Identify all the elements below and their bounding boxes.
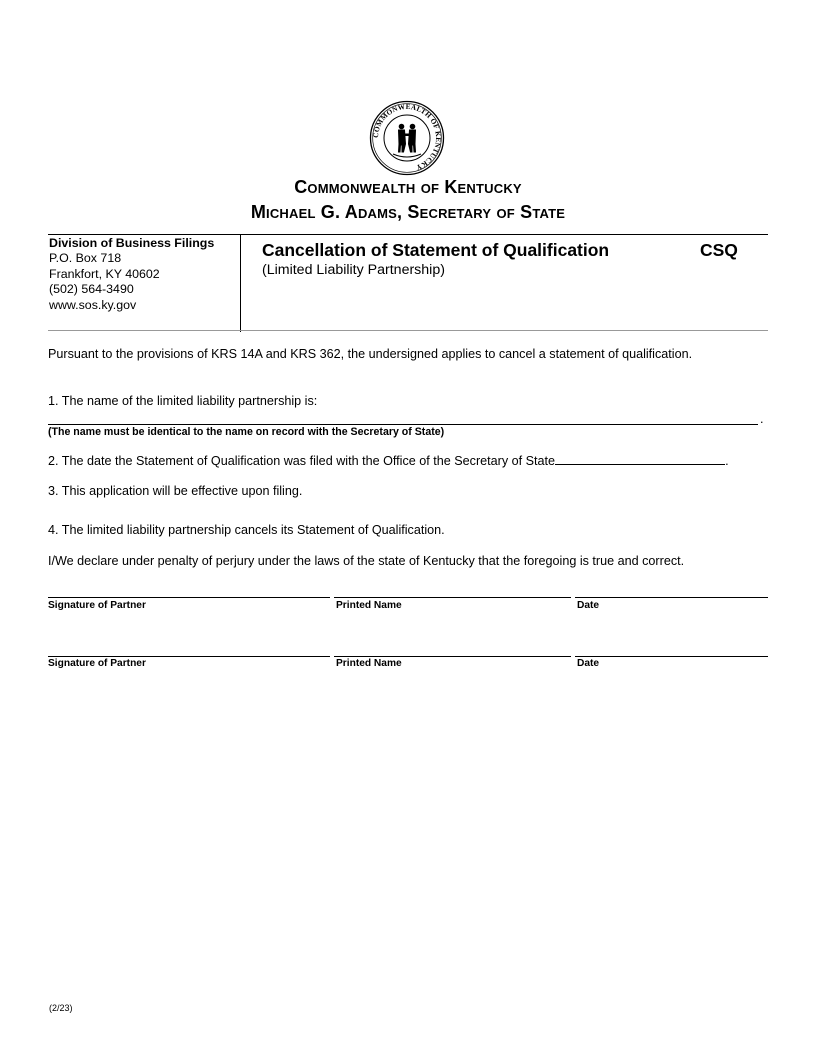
- signature-label-1: Signature of Partner: [48, 600, 146, 611]
- website[interactable]: www.sos.ky.gov: [49, 297, 137, 312]
- item-3-text: 3. This application will be effective upon filing.: [48, 484, 303, 498]
- header-secretary: Michael G. Adams, Secretary of State: [250, 202, 566, 222]
- city-state-zip: Frankfort, KY 40602: [49, 266, 160, 281]
- header-divider: [240, 235, 241, 332]
- item-2-row: [48, 453, 729, 468]
- date-line-2[interactable]: [575, 656, 768, 657]
- revision-date: (2/23): [49, 1003, 73, 1013]
- printed-name-line-2[interactable]: [334, 656, 571, 657]
- header-commonwealth: Commonwealth of Kentucky: [294, 177, 522, 197]
- item-1-text: 1. The name of the limited liability partnership is:: [48, 394, 318, 408]
- signature-line-1[interactable]: [48, 597, 330, 598]
- signature-label-2: Signature of Partner: [48, 658, 146, 669]
- seal-text: COMMONWEALTH OF KENTUCKY: [371, 102, 443, 172]
- division-name: Division of Business Filings: [49, 236, 215, 250]
- phone-number: (502) 564-3490: [49, 282, 134, 297]
- filing-date-period: .: [725, 454, 729, 468]
- po-box: P.O. Box 718: [49, 251, 122, 266]
- kentucky-seal-icon: [369, 100, 445, 176]
- office-address-block: [49, 236, 214, 313]
- printed-name-line-1[interactable]: [334, 597, 571, 598]
- date-label-1: Date: [577, 600, 600, 611]
- form-title: Cancellation of Statement of Qualification: [262, 240, 610, 260]
- filing-date-field[interactable]: [555, 453, 725, 465]
- intro-text: Pursuant to the provisions of KRS 14A and KRS 362, the undersigned applies to cancel a statement of qualification.: [48, 347, 693, 361]
- header-bottom-rule: [48, 330, 768, 331]
- signature-line-2[interactable]: [48, 656, 330, 657]
- printed-name-label-2: Printed Name: [336, 658, 402, 669]
- item-2-text: 2. The date the Statement of Qualification was filed with the Office of the Secretary of State: [48, 454, 556, 468]
- partnership-name-field[interactable]: [48, 424, 758, 425]
- date-line-1[interactable]: [575, 597, 768, 598]
- item-4-text: 4. The limited liability partnership cancels its Statement of Qualification.: [48, 523, 445, 537]
- form-code: CSQ: [700, 240, 738, 260]
- item-1-note: (The name must be identical to the name on record with the Secretary of State): [48, 426, 445, 438]
- name-field-period: .: [760, 412, 764, 426]
- top-rule: [48, 234, 768, 235]
- date-label-2: Date: [577, 658, 600, 669]
- form-subtitle: (Limited Liability Partnership): [262, 262, 445, 278]
- printed-name-label-1: Printed Name: [336, 600, 402, 611]
- declaration-text: I/We declare under penalty of perjury under the laws of the state of Kentucky that the foregoing is true and correct.: [48, 554, 685, 568]
